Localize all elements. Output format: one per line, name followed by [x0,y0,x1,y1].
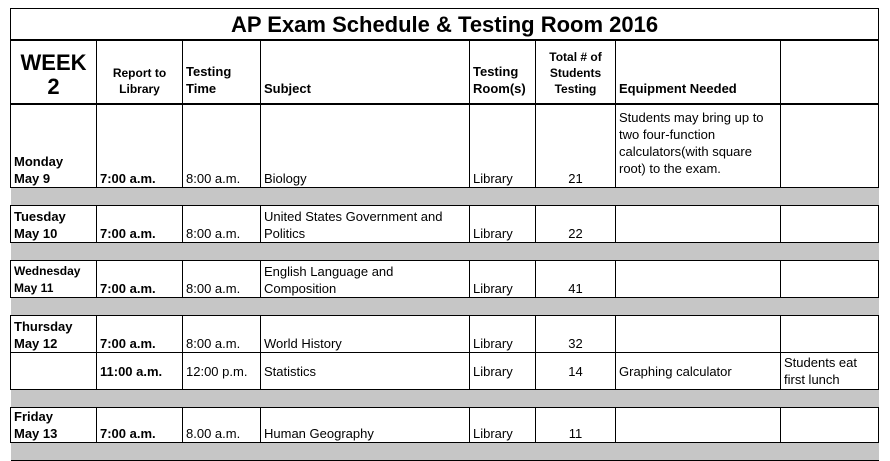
separator-row [11,298,879,316]
time-cell: 8:00 a.m. [183,316,261,353]
day-date: May 11 [14,281,54,295]
time-cell: 8.00 a.m. [183,408,261,443]
header-notes [781,40,879,104]
subject-cell: United States Government and Politics [261,206,470,243]
equipment-cell [616,261,781,298]
table-row [11,104,879,188]
equipment-cell [616,206,781,243]
header-room: Testing Room(s) [470,40,536,104]
time-cell: 12:00 p.m. [183,353,261,390]
equipment-cell [616,316,781,353]
equipment-cell: Graphing calculator [616,353,781,390]
equipment-cell: Students may bring up to two four-function calculators(with square root) to the exam. [616,104,781,188]
subject-cell: English Language and Composition [261,261,470,298]
count-cell: 21 [536,104,616,188]
separator-row [11,243,879,261]
table-row [11,206,879,243]
table-row [11,408,879,443]
day-date: May 9 [14,171,51,186]
room-cell: Library [470,316,536,353]
equipment-cell [616,408,781,443]
report-cell: 7:00 a.m. [97,261,183,298]
room-cell: Library [470,104,536,188]
note-cell [781,408,879,443]
header-row [11,40,879,104]
day-cell [11,261,97,298]
subject-cell: Statistics [261,353,470,390]
note-cell [781,104,879,188]
header-total: Total # of Students Testing [536,40,616,104]
count-cell: 32 [536,316,616,353]
subject-cell: Biology [261,104,470,188]
subject-cell: Human Geography [261,408,470,443]
count-cell: 11 [536,408,616,443]
day-cell [11,353,97,390]
header-subject: Subject [261,40,470,104]
room-cell: Library [470,353,536,390]
room-cell: Library [470,261,536,298]
day-cell [11,104,97,188]
report-cell: 7:00 a.m. [97,206,183,243]
table-row [11,353,879,390]
time-cell: 8:00 a.m. [183,206,261,243]
table-row [11,261,879,298]
separator-row [11,443,879,461]
header-testing-time: Testing Time [183,40,261,104]
room-cell: Library [470,408,536,443]
day-cell [11,316,97,353]
header-report: Report to Library [97,40,183,104]
note-cell [781,316,879,353]
schedule-sheet [10,8,878,461]
header-week: WEEK 2 [11,40,97,104]
subject-cell: World History [261,316,470,353]
separator-row [11,390,879,408]
time-cell: 8:00 a.m. [183,261,261,298]
count-cell: 41 [536,261,616,298]
table-row [11,316,879,353]
day-name: Tuesday [14,209,66,224]
note-cell [781,261,879,298]
header-equipment: Equipment Needed [616,40,781,104]
title-row [11,9,879,41]
page-title: AP Exam Schedule & Testing Room 2016 [11,9,879,41]
schedule-table [10,8,879,461]
count-cell: 22 [536,206,616,243]
day-cell [11,206,97,243]
day-name: Friday [14,409,54,424]
note-cell: Students eat first lunch [781,353,879,390]
day-cell [11,408,97,443]
day-date: May 13 [14,426,58,441]
time-cell: 8:00 a.m. [183,104,261,188]
count-cell: 14 [536,353,616,390]
day-name: Wednesday [14,264,81,278]
report-cell: 7:00 a.m. [97,316,183,353]
day-name: Monday [14,154,64,169]
note-cell [781,206,879,243]
report-cell: 7:00 a.m. [97,104,183,188]
report-cell: 7:00 a.m. [97,408,183,443]
day-name: Thursday [14,319,73,334]
room-cell: Library [470,206,536,243]
day-date: May 12 [14,336,58,351]
day-date: May 10 [14,226,58,241]
report-cell: 11:00 a.m. [97,353,183,390]
separator-row [11,188,879,206]
